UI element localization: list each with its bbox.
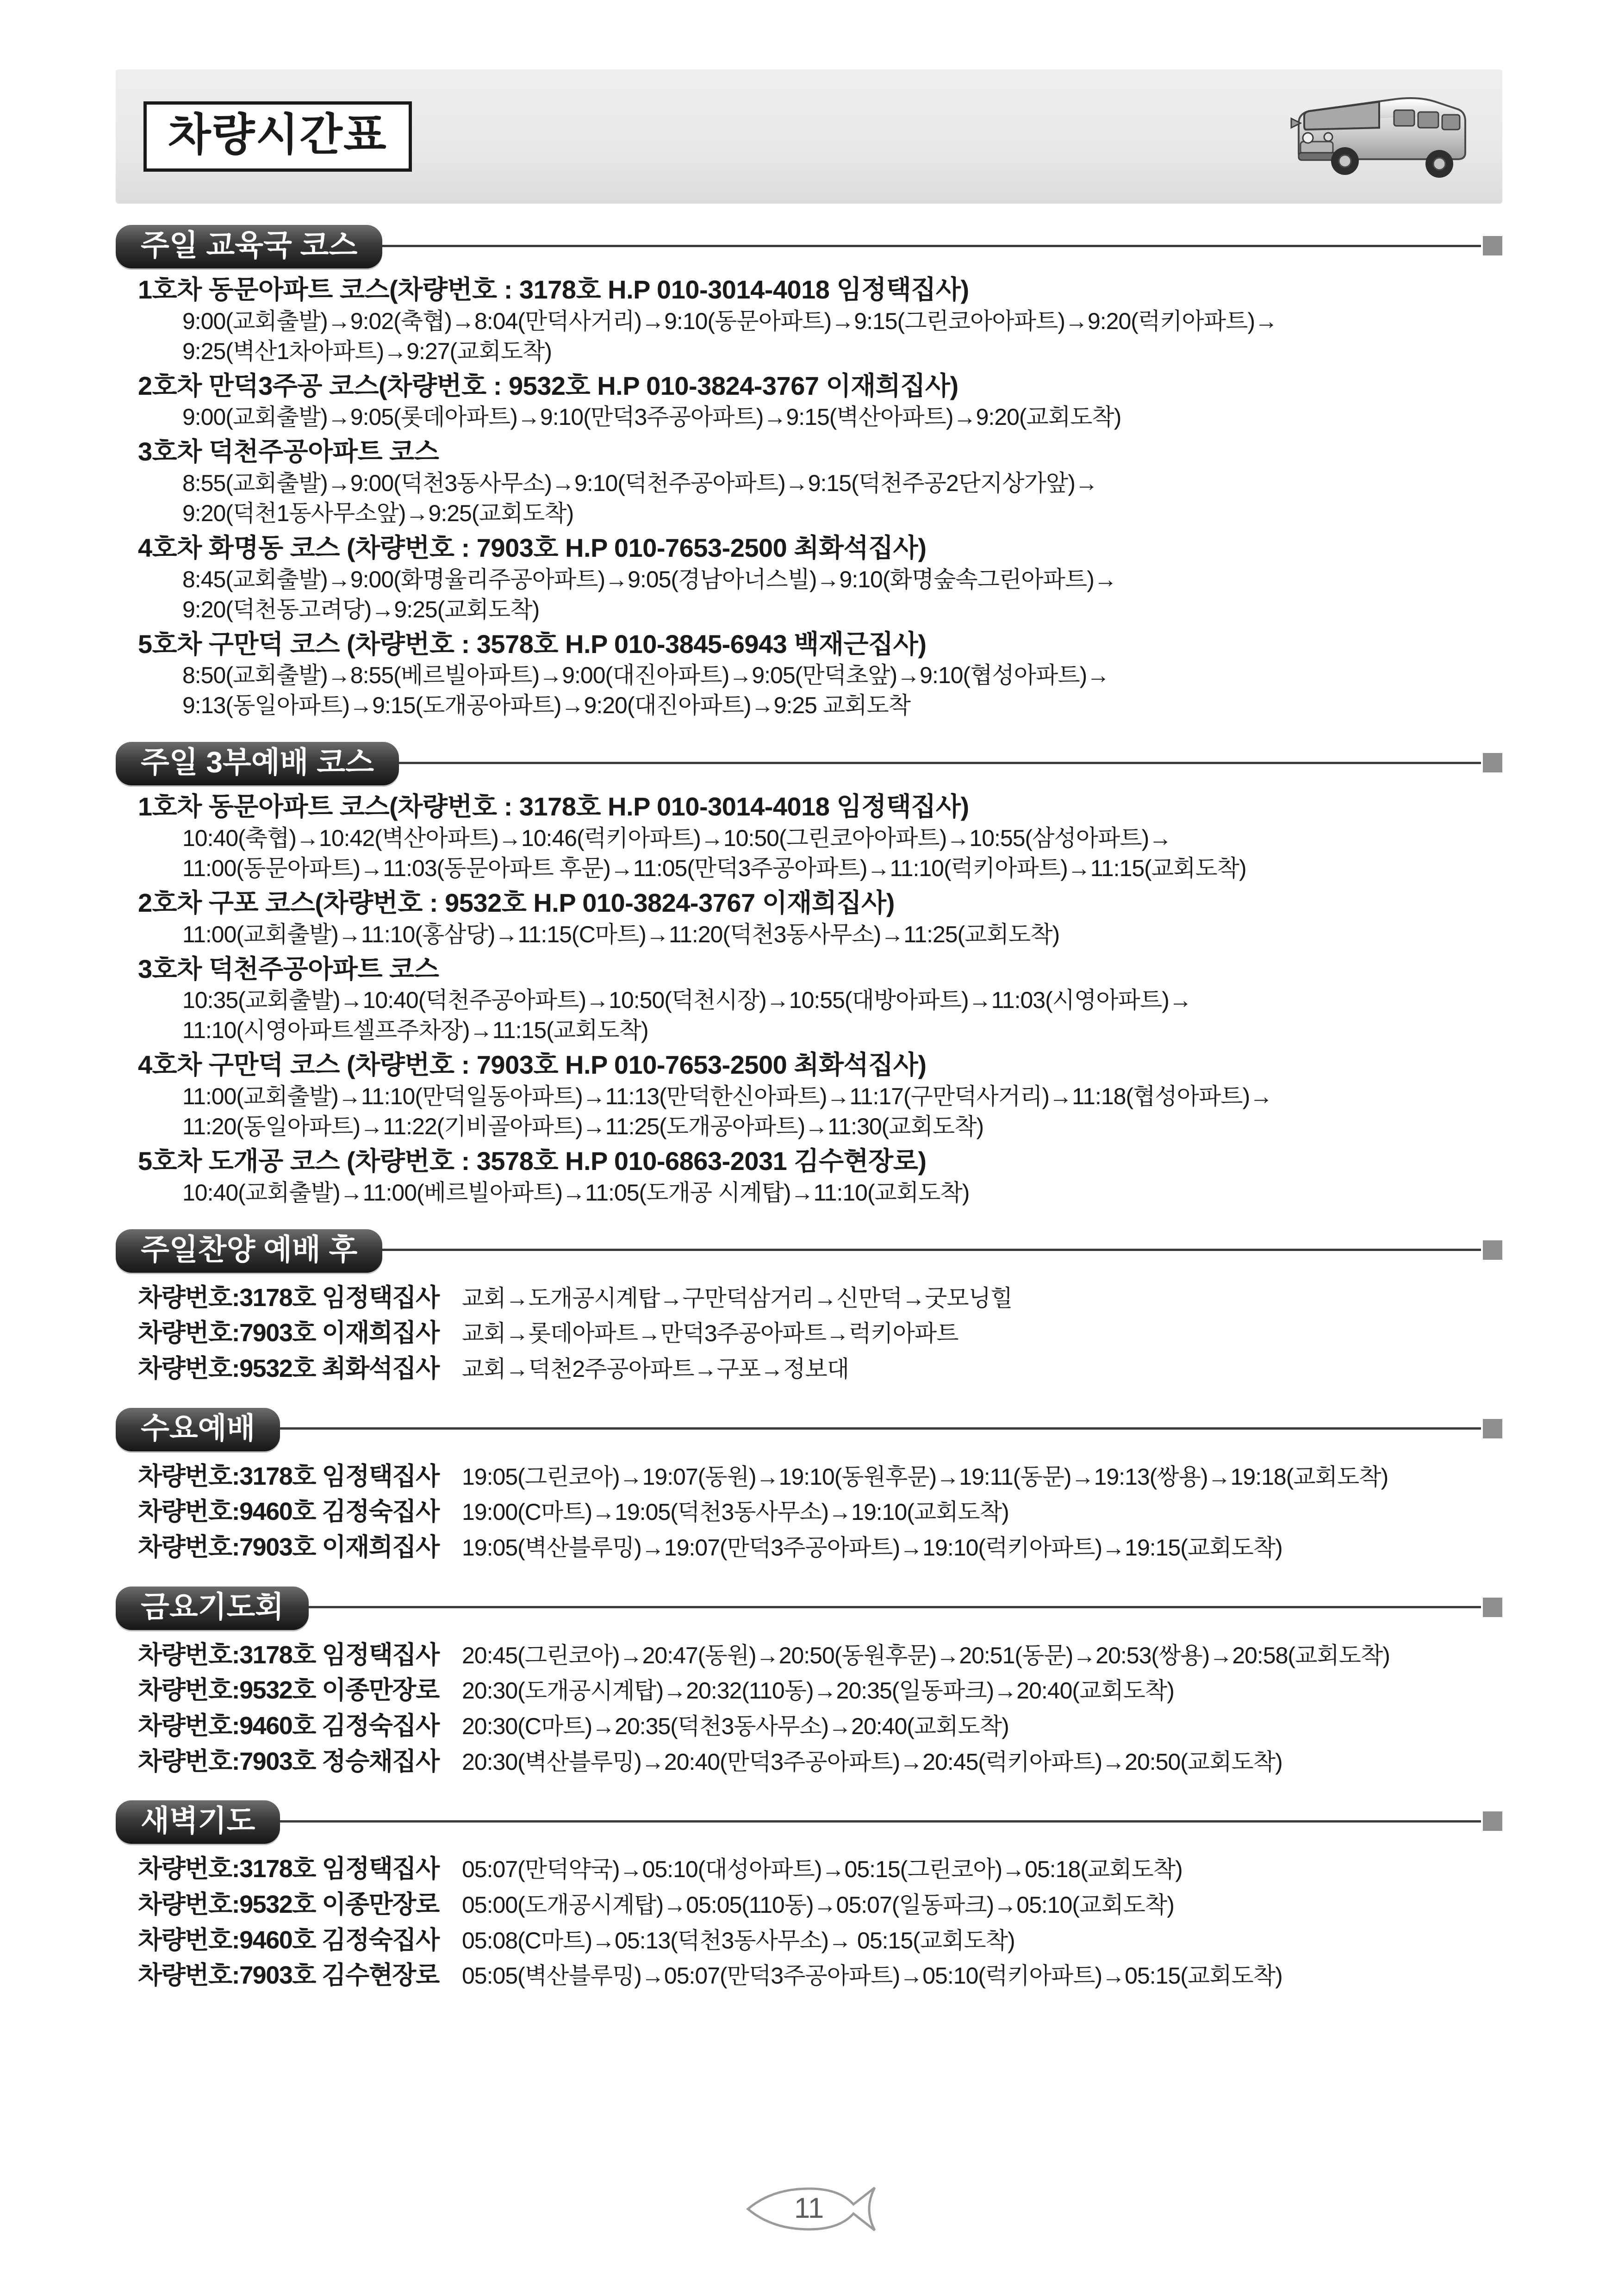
route-path: 19:00(C마트)→19:05(덕천3동사무소)→19:10(교회도착)	[462, 1499, 1009, 1525]
table-row	[138, 1708, 1502, 1744]
route-title: 4호차 화명동 코스 (차량번호 : 7903호 H.P 010-7653-2500 최화석집사)	[138, 533, 927, 563]
route-title: 1호차 동문아파트 코스(차량번호 : 3178호 H.P 010-3014-4018 임정택집사)	[138, 792, 969, 821]
fish-icon	[740, 2181, 878, 2237]
section-endcap	[1483, 753, 1502, 772]
route-list	[116, 790, 1502, 1207]
section-label: 주일 3부예배 코스	[116, 742, 399, 785]
route-stop-line: 9:20(덕천동고려당)→9:25(교회도착)	[182, 596, 540, 622]
route-item	[138, 952, 1498, 1046]
route-stops	[138, 402, 1498, 432]
vehicle-driver: 차량번호:7903호 정승채집사	[138, 1747, 439, 1775]
section-dawn-prayer	[116, 1800, 1502, 1993]
route-stop-line: 9:00(교회출발)→9:05(롯데아파트)→9:10(만덕3주공아파트)→9:15(벽산아파트)→9:20(교회도착)	[182, 404, 1121, 430]
section-label: 금요기도회	[116, 1587, 309, 1630]
route-item	[138, 790, 1498, 884]
section-sunday-education	[116, 225, 1502, 721]
route-title: 2호차 만덕3주공 코스(차량번호 : 9532호 H.P 010-3824-3767 이재희집사)	[138, 371, 958, 400]
section-label: 주일 교육국 코스	[116, 225, 382, 268]
route-title: 5호차 구만덕 코스 (차량번호 : 3578호 H.P 010-3845-6943 백재근집사)	[138, 629, 927, 659]
section-rule	[374, 1249, 1481, 1251]
route-path: 교회→롯데아파트→만덕3주공아파트→럭키아파트	[462, 1320, 958, 1347]
section-endcap	[1483, 1811, 1502, 1831]
route-stop-line: 8:50(교회출발)→8:55(베르빌아파트)→9:00(대진아파트)→9:05(만덕초앞)→9:10(협성아파트)→	[182, 662, 1110, 689]
page-number: 11	[794, 2192, 824, 2225]
table-row	[138, 1351, 1502, 1387]
table-row	[138, 1887, 1502, 1923]
route-path: 19:05(벽산블루밍)→19:07(만덕3주공아파트)→19:10(럭키아파트)→19:15(교회도착)	[462, 1535, 1282, 1561]
page-header	[116, 69, 1502, 204]
route-path: 20:30(벽산블루밍)→20:40(만덕3주공아파트)→20:45(럭키아파트)→20:50(교회도착)	[462, 1748, 1282, 1775]
section-header	[116, 1229, 1502, 1273]
route-path: 20:45(그린코아)→20:47(동원)→20:50(동원후문)→20:51(동문)→20:53(쌍용)→20:58(교회도착)	[462, 1642, 1390, 1668]
route-stops	[138, 823, 1498, 884]
route-stop-line: 9:13(동일아파트)→9:15(도개공아파트)→9:20(대진아파트)→9:25 교회도착	[182, 692, 911, 719]
route-stop-line: 11:00(교회출발)→11:10(만덕일동아파트)→11:13(만덕한신아파트)→11:17(구만덕사거리)→11:18(협성아파트)→	[182, 1083, 1273, 1110]
route-path: 교회→덕천2주공아파트→구포→정보대	[462, 1356, 849, 1382]
table-row	[138, 1530, 1502, 1565]
route-item	[138, 369, 1498, 433]
route-item	[138, 1145, 1498, 1208]
route-stops	[138, 565, 1498, 625]
route-stop-line: 9:25(벽산1차아파트)→9:27(교회도착)	[182, 338, 552, 364]
route-stop-line: 10:40(축협)→10:42(벽산아파트)→10:46(럭키아파트)→10:50(그린코아아파트)→10:55(삼성아파트)→	[182, 825, 1172, 852]
vehicle-driver: 차량번호:7903호 이재희집사	[138, 1319, 439, 1347]
section-sunday-third-service	[116, 742, 1502, 1207]
route-stop-line: 11:00(교회출발)→11:10(홍삼당)→11:15(C마트)→11:20(덕천3동사무소)→11:25(교회도착)	[182, 921, 1060, 947]
driver-list	[116, 1459, 1502, 1565]
section-label: 새벽기도	[116, 1800, 280, 1844]
section-wednesday-service	[116, 1408, 1502, 1565]
route-path: 19:05(그린코아)→19:07(동원)→19:10(동원후문)→19:11(동문)→19:13(쌍용)→19:18(교회도착)	[462, 1463, 1388, 1490]
route-title: 4호차 구만덕 코스 (차량번호 : 7903호 H.P 010-7653-2500 최화석집사)	[138, 1050, 927, 1080]
section-rule	[391, 762, 1481, 764]
vehicle-driver: 차량번호:3178호 임정택집사	[138, 1855, 439, 1883]
vehicle-driver: 차량번호:9460호 김정숙집사	[138, 1926, 439, 1954]
section-after-sunday-praise	[116, 1229, 1502, 1387]
route-title: 3호차 덕천주공아파트 코스	[138, 437, 439, 467]
route-item	[138, 1048, 1498, 1142]
vehicle-driver: 차량번호:9532호 이종만장로	[138, 1891, 439, 1919]
section-label: 주일찬양 예배 후	[116, 1229, 382, 1273]
table-row	[138, 1280, 1502, 1316]
route-title: 5호차 도개공 코스 (차량번호 : 3578호 H.P 010-6863-2031 김수현장로)	[138, 1146, 927, 1176]
route-item	[138, 273, 1498, 367]
table-row	[138, 1923, 1502, 1958]
route-stops	[138, 920, 1498, 950]
route-path: 교회→도개공시계탑→구만덕삼거리→신만덕→굿모닝힐	[462, 1285, 1013, 1311]
route-list	[116, 273, 1502, 721]
route-path: 05:07(만덕약국)→05:10(대성아파트)→05:15(그린코아)→05:18(교회도착)	[462, 1856, 1182, 1883]
route-path: 05:00(도개공시계탑)→05:05(110동)→05:07(일동파크)→05:10(교회도착)	[462, 1892, 1174, 1918]
section-rule	[272, 1427, 1481, 1430]
section-label: 수요예배	[116, 1408, 280, 1451]
section-endcap	[1483, 1598, 1502, 1617]
route-path: 05:08(C마트)→05:13(덕천3동사무소)→ 05:15(교회도착)	[462, 1927, 1015, 1954]
page-title: 차량시간표	[168, 110, 387, 160]
section-rule	[300, 1606, 1481, 1608]
bus-illustration-icon	[1280, 83, 1475, 190]
table-row	[138, 1851, 1502, 1887]
route-item	[138, 628, 1498, 721]
route-stops	[138, 468, 1498, 529]
section-endcap	[1483, 1240, 1502, 1260]
driver-list	[116, 1851, 1502, 1993]
section-friday-prayer	[116, 1587, 1502, 1780]
section-rule	[272, 1820, 1481, 1823]
vehicle-driver: 차량번호:3178호 임정택집사	[138, 1462, 439, 1490]
table-row	[138, 1637, 1502, 1673]
vehicle-driver: 차량번호:3178호 임정택집사	[138, 1641, 439, 1669]
table-row	[138, 1315, 1502, 1351]
route-stops	[138, 1178, 1498, 1208]
route-item	[138, 886, 1498, 950]
route-stop-line: 10:35(교회출발)→10:40(덕천주공아파트)→10:50(덕천시장)→10:55(대방아파트)→11:03(시영아파트)→	[182, 987, 1192, 1014]
route-stop-line: 9:00(교회출발)→9:02(축협)→8:04(만덕사거리)→9:10(동문아파트)→9:15(그린코아아파트)→9:20(럭키아파트)→	[182, 308, 1278, 334]
vehicle-driver: 차량번호:9460호 김정숙집사	[138, 1712, 439, 1740]
route-stops	[138, 985, 1498, 1045]
route-title: 1호차 동문아파트 코스(차량번호 : 3178호 H.P 010-3014-4018 임정택집사)	[138, 275, 969, 304]
route-stop-line: 8:55(교회출발)→9:00(덕천3동사무소)→9:10(덕천주공아파트)→9:15(덕천주공2단지상가앞)→	[182, 470, 1098, 497]
route-stop-line: 11:20(동일아파트)→11:22(기비골아파트)→11:25(도개공아파트)→11:30(교회도착)	[182, 1114, 984, 1140]
page-title-box	[143, 101, 412, 172]
route-stop-line: 9:20(덕천1동사무소앞)→9:25(교회도착)	[182, 500, 574, 527]
vehicle-driver: 차량번호:9460호 김정숙집사	[138, 1498, 439, 1526]
route-stops	[138, 306, 1498, 367]
route-title: 2호차 구포 코스(차량번호 : 9532호 H.P 010-3824-3767 이재희집사)	[138, 888, 895, 918]
route-title: 3호차 덕천주공아파트 코스	[138, 954, 439, 983]
vehicle-driver: 차량번호:9532호 최화석집사	[138, 1355, 439, 1383]
route-stops	[138, 1082, 1498, 1142]
section-header	[116, 1408, 1502, 1451]
route-stop-line: 10:40(교회출발)→11:00(베르빌아파트)→11:05(도개공 시계탑)→11:10(교회도착)	[182, 1179, 970, 1206]
section-header	[116, 225, 1502, 268]
vehicle-driver: 차량번호:7903호 이재희집사	[138, 1533, 439, 1562]
section-header	[116, 742, 1502, 785]
table-row	[138, 1494, 1502, 1530]
table-row	[138, 1744, 1502, 1780]
section-endcap	[1483, 236, 1502, 255]
vehicle-driver: 차량번호:9532호 이종만장로	[138, 1676, 439, 1705]
route-item	[138, 435, 1498, 529]
driver-list	[116, 1637, 1502, 1780]
route-path: 20:30(C마트)→20:35(덕천3동사무소)→20:40(교회도착)	[462, 1713, 1009, 1740]
table-row	[138, 1673, 1502, 1708]
section-endcap	[1483, 1419, 1502, 1438]
route-stop-line: 11:10(시영아파트셀프주차장)→11:15(교회도착)	[182, 1017, 648, 1044]
driver-list	[116, 1280, 1502, 1387]
vehicle-driver: 차량번호:7903호 김수현장로	[138, 1961, 439, 1990]
table-row	[138, 1958, 1502, 1993]
section-header	[116, 1800, 1502, 1844]
route-stop-line: 11:00(동문아파트)→11:03(동문아파트 후문)→11:05(만덕3주공아파트)→11:10(럭키아파트)→11:15(교회도착)	[182, 855, 1246, 882]
route-item	[138, 531, 1498, 625]
table-row	[138, 1459, 1502, 1494]
section-header	[116, 1587, 1502, 1630]
route-path: 05:05(벽산블루밍)→05:07(만덕3주공아파트)→05:10(럭키아파트)→05:15(교회도착)	[462, 1963, 1282, 1989]
route-path: 20:30(도개공시계탑)→20:32(110동)→20:35(일동파크)→20:40(교회도착)	[462, 1678, 1174, 1704]
section-rule	[374, 245, 1481, 247]
route-stops	[138, 660, 1498, 721]
vehicle-driver: 차량번호:3178호 임정택집사	[138, 1283, 439, 1312]
route-stop-line: 8:45(교회출발)→9:00(화명율리주공아파트)→9:05(경남아너스빌)→9:10(화명숲속그린아파트)→	[182, 566, 1117, 592]
page-footer	[0, 2181, 1618, 2237]
